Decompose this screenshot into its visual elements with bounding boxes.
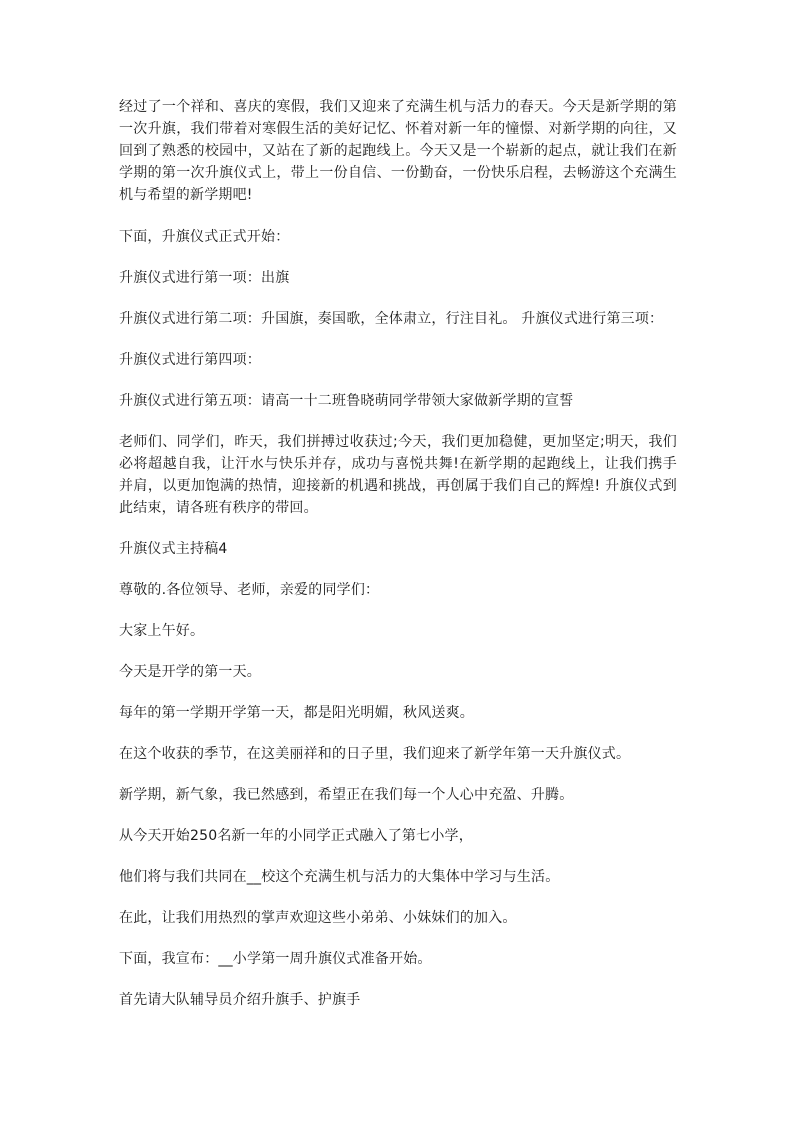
- speech-line: 在这个收获的季节，在这美丽祥和的日子里，我们迎来了新学年第一天升旗仪式。: [119, 746, 631, 762]
- ceremony-item-4: 升旗仪式进行第四项：: [119, 352, 261, 368]
- opening-paragraph: 经过了一个祥和、喜庆的寒假，我们又迎来了充满生机与活力的春天。今天是新学期的第一次升旗，我们带着对寒假生活的美好记忆、怀着对新一年的憧憬、对新学期的向往，又回到了熟悉的校园中，又站在了新的起跑线上。今天又是一个崭新的起点，就让我们在新学期的第一次升旗仪式上，带上一份自信、一份勤奋，一份快乐启程，去畅游这个充满生机与希望的新学期吧!: [119, 99, 677, 203]
- speech-line: 从今天开始250名新一年的小同学正式融入了第七小学，: [119, 828, 473, 844]
- ceremony-item-1: 升旗仪式进行第一项：出旗: [119, 270, 290, 286]
- speech-line: 新学期，新气象，我已然感到，希望正在我们每一个人心中充盈、升腾。: [119, 787, 574, 803]
- speech-line: 今天是开学的第一天。: [119, 664, 261, 680]
- greeting-line: 大家上午好。: [119, 623, 205, 639]
- section-heading: 升旗仪式主持稿4: [119, 541, 228, 557]
- speech-line: 首先请大队辅导员介绍升旗手、护旗手: [119, 992, 361, 1008]
- document-body: [119, 96, 677, 1030]
- closing-paragraph: 老师们、同学们，昨天，我们拼搏过收获过;今天，我们更加稳健，更加坚定;明天，我们必将超越自我，让汗水与快乐并存，成功与喜悦共舞!在新学期的起跑线上，让我们携手并肩，以更加饱满的热情，迎接新的机遇和挑战，再创属于我们自己的辉煌! 升旗仪式到此结束，请各班有秩序的带回。: [119, 434, 677, 516]
- salutation: 尊敬的.各位领导、老师，亲爱的同学们：: [119, 582, 380, 598]
- ceremony-start-line: 下面，升旗仪式正式开始：: [119, 229, 290, 245]
- ceremony-item-5: 升旗仪式进行第五项：请高一十二班鲁晓萌同学带领大家做新学期的宣誓: [119, 393, 574, 409]
- speech-line: 下面，我宣布：__小学第一周升旗仪式准备开始。: [119, 951, 432, 967]
- ceremony-item-2-3: 升旗仪式进行第二项：升国旗，奏国歌，全体肃立，行注目礼。 升旗仪式进行第三项：: [119, 311, 664, 327]
- speech-line: 每年的第一学期开学第一天，都是阳光明媚，秋风送爽。: [119, 705, 474, 721]
- speech-line: 他们将与我们共同在__校这个充满生机与活力的大集体中学习与生活。: [119, 869, 560, 885]
- speech-line: 在此，让我们用热烈的掌声欢迎这些小弟弟、小妹妹们的加入。: [119, 910, 517, 926]
